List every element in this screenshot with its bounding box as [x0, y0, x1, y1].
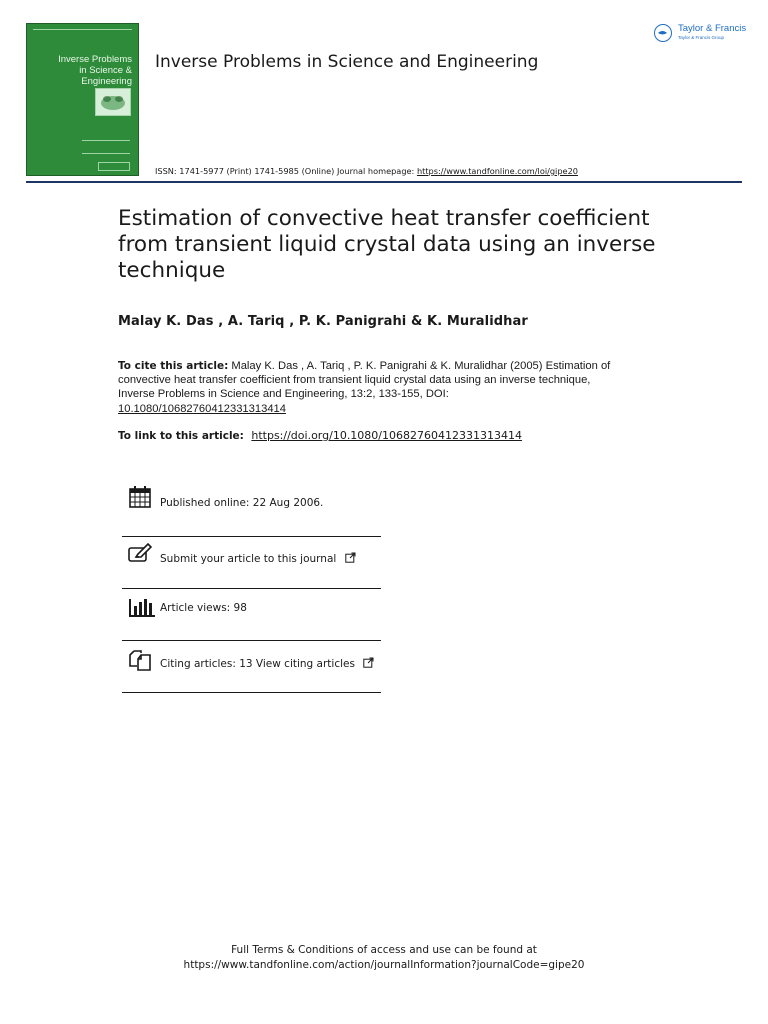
- views-row: [122, 589, 381, 641]
- row-divider: [122, 692, 381, 693]
- terms-footer: [0, 943, 768, 973]
- external-link-icon: [363, 657, 374, 671]
- publisher-name: Taylor & Francis: [678, 23, 747, 34]
- journal-homepage-link[interactable]: https://www.tandfonline.com/loi/gipe20: [416, 166, 578, 176]
- cover-top-strip: [33, 29, 132, 34]
- submit-article-label: Submit your article to this journal: [160, 553, 337, 565]
- article-doi-link[interactable]: https://doi.org/10.1080/10682760412331313414: [251, 429, 522, 442]
- cover-emblem: [95, 88, 131, 116]
- terms-url[interactable]: https://www.tandfonline.com/action/journalInformation?journalCode=gipe20: [183, 959, 585, 971]
- citation-label: To cite this article:: [118, 360, 229, 372]
- published-row: [122, 485, 381, 537]
- calendar-icon: [128, 485, 152, 509]
- citing-row[interactable]: [122, 641, 381, 693]
- article-link-line: [118, 429, 522, 442]
- cover-emblem-graphic: [96, 89, 130, 115]
- publisher-logo[interactable]: [654, 22, 754, 46]
- header-divider: [26, 181, 742, 183]
- cover-title-line2: in Science & Engineering: [79, 65, 132, 87]
- submit-row[interactable]: [122, 537, 381, 589]
- cover-title-line1: Inverse Problems: [58, 54, 132, 65]
- journal-cover-image: [26, 23, 139, 176]
- citation-text: Malay K. Das , A. Tariq , P. K. Panigrahi & K. Muralidhar (2005) Estimation of convective heat transfer coefficient from transient liquid crystal data using an inverse technique, Inverse Problems in Science and Engineering, 13:2, 133-155, DOI:: [118, 360, 611, 401]
- citing-articles-link[interactable]: [160, 657, 374, 671]
- cover-title: [31, 54, 132, 87]
- external-link-icon: [345, 552, 356, 566]
- published-date: Published online: 22 Aug 2006.: [160, 497, 324, 509]
- terms-line: Full Terms & Conditions of access and use can be found at: [231, 944, 537, 956]
- taylor-francis-icon: [654, 24, 672, 42]
- article-authors: Malay K. Das , A. Tariq , P. K. Panigrahi & K. Muralidhar: [118, 314, 528, 329]
- journal-name[interactable]: Inverse Problems in Science and Engineering: [155, 52, 539, 72]
- publisher-subname: Taylor & Francis Group: [678, 35, 725, 40]
- issn-line: [155, 166, 578, 176]
- issn-text: ISSN: 1741-5977 (Print) 1741-5985 (Online) Journal homepage:: [155, 166, 415, 176]
- edit-icon: [128, 543, 152, 567]
- submit-article-link[interactable]: [160, 552, 356, 566]
- cover-publisher-logo: [98, 162, 130, 171]
- citing-articles-label: Citing articles: 13 View citing articles: [160, 658, 355, 670]
- citations-icon: [128, 648, 152, 672]
- cover-footer-text: [82, 140, 130, 154]
- article-title: Estimation of convective heat transfer coefficient from transient liquid crystal data using an inverse technique: [118, 206, 656, 283]
- link-label: To link to this article:: [118, 430, 244, 442]
- citation-block: [118, 359, 618, 416]
- citation-doi-link[interactable]: 10.1080/10682760412331313414: [118, 402, 286, 415]
- article-views: Article views: 98: [160, 602, 247, 614]
- bar-chart-icon: [128, 595, 152, 619]
